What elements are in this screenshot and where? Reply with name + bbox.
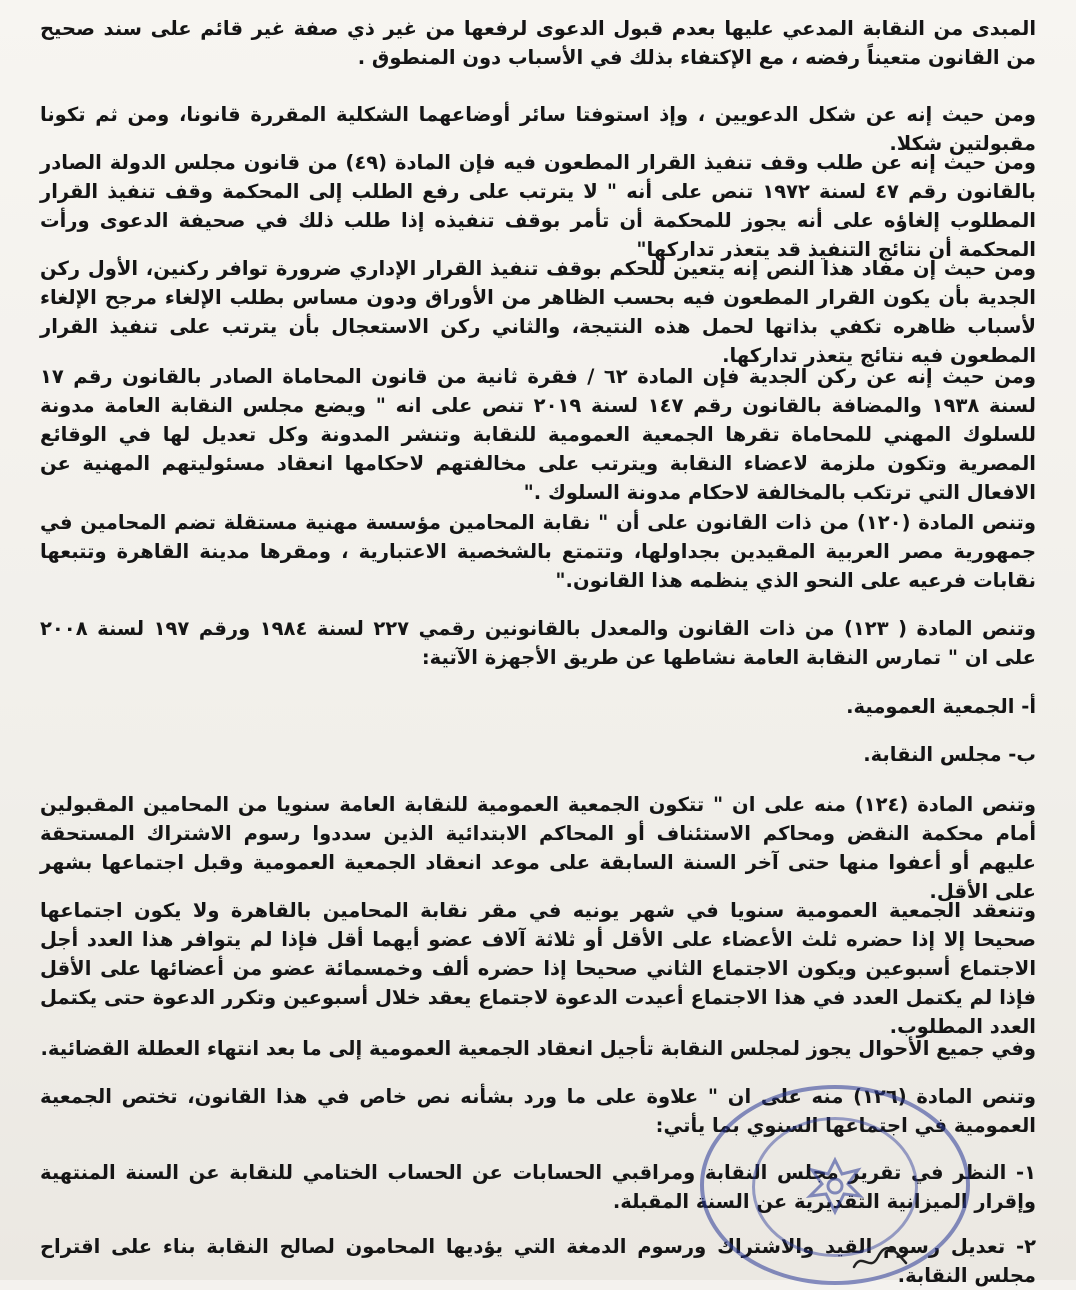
- list-item-b: ب- مجلس النقابة.: [863, 743, 1036, 766]
- paragraph-8: وتنص المادة (١٢٤) منه على ان " تتكون الجمعية العمومية للنقابة العامة سنويا من المحامين المقبولين أمام محكمة النقض ومحاكم الاستئناف أو المحاكم الابتدائية الذين سددوا رسوم الاشتراك المستحقة عليهم أو أعفوا منها حتى آخر السنة السابقة على موعد انعقاد الجمعية العمومية وقبل اجتماعها بشهر على الأقل.: [40, 793, 1036, 903]
- paragraph-4: ومن حيث إن مفاد هذا النص إنه يتعين للحكم بوقف تنفيذ القرار الإداري ضرورة توافر ركنين، الأول ركن الجدية بأن يكون القرار المطعون فيه بحسب الظاهر من الأوراق ودون مساس بطلب الإلغاء مرجح الإلغاء لأسباب ظاهره تكفي بذاتها لحمل هذه النتيجة، والثاني ركن الاستعجال بأن يترتب على تنفيذ القرار المطعون فيه نتائج يتعذر تداركها.: [40, 257, 1036, 367]
- paragraph-6: وتنص المادة (١٢٠) من ذات القانون على أن " نقابة المحامين مؤسسة مهنية مستقلة تضم المحامين في جمهورية مصر العربية المقيدين بجداولها، وتتمتع بالشخصية الاعتبارية ، ومقرها مدينة القاهرة وتتبعها نقابات فرعيه على النحو الذي ينظمه هذا القانون.": [40, 511, 1037, 592]
- paragraph-10: وفي جميع الأحوال يجوز لمجلس النقابة تأجيل انعقاد الجمعية العمومية إلى ما بعد انتهاء العطلة القضائية.: [40, 1037, 1036, 1060]
- paragraph-9: وتنعقد الجمعية العمومية سنويا في شهر يونيه في مقر نقابة المحامين بالقاهرة ولا يكون اجتماعها صحيحا إلا إذا حضره ثلث الأعضاء على الأقل أو ثلاثة آلاف عضو أيهما أقل فإذا لم يتوافر هذا العدد أجل الاجتماع أسبوعين ويكون الاجتماع الثاني صحيحا إذا حضره ألف وخمسمائة عضو من أعضائها على الأقل فإذا لم يكتمل العدد في هذا الاجتماع أعيدت الدعوة لاجتماع يعقد خلال أسبوعين وتكرر الدعوة حتى يكتمل العدد المطلوب.: [40, 899, 1036, 1038]
- list-item-2: ٢- تعديل رسوم القيد والاشتراك ورسوم الدمغة التي يؤديها المحامون لصالح النقابة بناء على اقتراح مجلس النقابة.: [40, 1235, 1036, 1287]
- paragraph-11: وتنص المادة (١٢٦) منه على ان " علاوة على ما ورد بشأنه نص خاص في هذا القانون، تختص الجمعية العمومية في اجتماعها السنوي بما يأتي:: [40, 1085, 1036, 1137]
- paragraph-5: ومن حيث إنه عن ركن الجدية فإن المادة ٦٢ / فقرة ثانية من قانون المحاماة الصادر بالقانون رقم ١٧ لسنة ١٩٣٨ والمضافة بالقانون رقم ١٤٧ لسنة ٢٠١٩ تنص على انه " ويضع مجلس النقابة العامة مدونة للسلوك المهني للمحاماة تقرها الجمعية العمومية للنقابة وتنشر المدونة وكل تعديل لها في الوقائع المصرية وتكون ملزمة لاعضاء النقابة ويترتب على مخالفتهم لاحكامها انعقاد مسئوليتهم المهنية عن الافعال التي ترتكب بالمخالفة لاحكام مدونة السلوك .": [40, 365, 1036, 504]
- list-item-a: أ- الجمعية العمومية.: [846, 695, 1036, 718]
- list-item-1: ١- النظر في تقرير مجلس النقابة ومراقبي الحسابات عن الحساب الختامي للنقابة عن السنة المنتهية وإقرار الميزانية التقديرية عن السنة المقبلة.: [40, 1161, 1036, 1213]
- paragraph-7: وتنص المادة ( ١٢٣) من ذات القانون والمعدل بالقانونين رقمي ٢٢٧ لسنة ١٩٨٤ ورقم ١٩٧ لسنة ٢٠٠٨ على ان " تمارس النقابة العامة نشاطها عن طريق الأجهزة الآتية:: [40, 617, 1036, 669]
- paragraph-2: ومن حيث إنه عن شكل الدعويين ، وإذ استوفتا سائر أوضاعهما الشكلية المقررة قانونا، ومن ثم تكونا مقبولتين شكلا.: [40, 103, 1036, 155]
- paragraph-3: ومن حيث إنه عن طلب وقف تنفيذ القرار المطعون فيه فإن المادة (٤٩) من قانون مجلس الدولة الصادر بالقانون رقم ٤٧ لسنة ١٩٧٢ تنص على أنه " لا يترتب على رفع الطلب إلى المحكمة وقف تنفيذ القرار المطلوب إلغاؤه على أنه يجوز للمحكمة أن تأمر بوقف تنفيذه إذا طلب ذلك في صحيفة الدعوى ورأت المحكمة أن نتائج التنفيذ قد يتعذر تداركها": [40, 151, 1036, 261]
- paragraph-1: المبدى من النقابة المدعي عليها بعدم قبول الدعوى لرفعها من غير ذي صفة غير قائم على سند صحيح من القانون متعيناً رفضه ، مع الإكتفاء بذلك في الأسباب دون المنطوق .: [40, 17, 1036, 69]
